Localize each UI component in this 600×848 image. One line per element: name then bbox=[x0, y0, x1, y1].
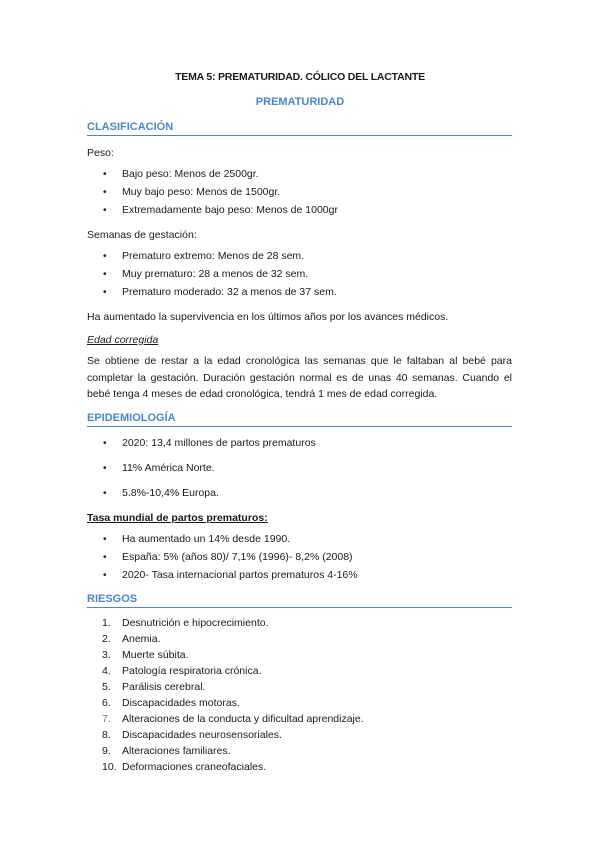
numbered-item bbox=[102, 761, 267, 774]
list-item: • 2020- Tasa internacional partos prematuros 4-16% bbox=[122, 569, 358, 582]
section-heading-clasificacion: CLASIFICACIÓN bbox=[87, 121, 512, 136]
item-number: 9. bbox=[102, 745, 111, 757]
list-item: • 5.8%-10,4% Europa. bbox=[122, 487, 219, 500]
tasa-mundial-label: Tasa mundial de partos prematuros: bbox=[87, 512, 268, 524]
numbered-item bbox=[102, 665, 262, 678]
numbered-item bbox=[102, 713, 364, 726]
edad-corregida-label: Edad corregida bbox=[87, 334, 159, 346]
item-number: 6. bbox=[102, 697, 111, 709]
item-text: Discapacidades neurosensoriales. bbox=[122, 729, 282, 741]
item-text: Alteraciones de la conducta y dificultad aprendizaje. bbox=[122, 713, 364, 725]
numbered-item bbox=[102, 697, 240, 710]
list-item: • España: 5% (años 80)/ 7,1% (1996)- 8,2% (2008) bbox=[122, 551, 353, 564]
list-item: • Muy bajo peso: Menos de 1500gr. bbox=[122, 186, 280, 199]
list-item: • Prematuro moderado: 32 a menos de 37 sem. bbox=[122, 286, 337, 299]
list-item: • Ha aumentado un 14% desde 1990. bbox=[122, 533, 290, 546]
section-heading-epidemiologia: EPIDEMIOLOGÍA bbox=[87, 412, 512, 427]
item-number: 4. bbox=[102, 665, 111, 677]
item-text: Anemia. bbox=[122, 633, 161, 645]
numbered-item bbox=[102, 617, 269, 630]
document-subtitle: PREMATURIDAD bbox=[255, 96, 345, 108]
item-number: 1. bbox=[102, 617, 111, 629]
list-item: • Muy prematuro: 28 a menos de 32 sem. bbox=[122, 268, 308, 281]
numbered-item bbox=[102, 729, 282, 742]
supervivencia-text: Ha aumentado la supervivencia en los últimos años por los avances médicos. bbox=[87, 311, 449, 323]
peso-label: Peso: bbox=[87, 147, 114, 159]
item-text: Patología respiratoria crónica. bbox=[122, 665, 262, 677]
list-item: • Extremadamente bajo peso: Menos de 1000gr bbox=[122, 204, 338, 217]
item-text: Alteraciones familiares. bbox=[122, 745, 231, 757]
list-item: • Bajo peso: Menos de 2500gr. bbox=[122, 168, 259, 181]
item-number: 10. bbox=[102, 761, 117, 773]
edad-corregida-paragraph: Se obtiene de restar a la edad cronológica las semanas que le faltaban al bebé para completar la gestación. Duración gestación normal es de unas 40 semanas. Cuando el bebé tenga 4 meses de edad cronológica, tendrá 1 mes de edad corregida. bbox=[87, 355, 512, 400]
item-text: Discapacidades motoras. bbox=[122, 697, 240, 709]
item-text: Desnutrición e hipocrecimiento. bbox=[122, 617, 269, 629]
document-title: TEMA 5: PREMATURIDAD. CÓLICO DEL LACTANTE bbox=[175, 71, 425, 83]
numbered-item bbox=[102, 745, 231, 758]
list-item: • 2020: 13,4 millones de partos prematuros bbox=[122, 437, 316, 450]
item-number: 7. bbox=[102, 713, 111, 725]
list-item: • 11% América Norte. bbox=[122, 462, 215, 475]
section-heading-riesgos: RIESGOS bbox=[87, 593, 512, 608]
item-text: Muerte súbita. bbox=[122, 649, 189, 661]
numbered-item bbox=[102, 649, 189, 662]
item-number: 5. bbox=[102, 681, 111, 693]
numbered-item bbox=[102, 681, 206, 694]
item-text: Parálisis cerebral. bbox=[122, 681, 206, 693]
numbered-item bbox=[102, 633, 161, 646]
item-text: Deformaciones craneofaciales. bbox=[122, 761, 267, 773]
item-number: 8. bbox=[102, 729, 111, 741]
item-number: 2. bbox=[102, 633, 111, 645]
semanas-label: Semanas de gestación: bbox=[87, 229, 197, 241]
list-item: • Prematuro extremo: Menos de 28 sem. bbox=[122, 250, 304, 263]
item-number: 3. bbox=[102, 649, 111, 661]
